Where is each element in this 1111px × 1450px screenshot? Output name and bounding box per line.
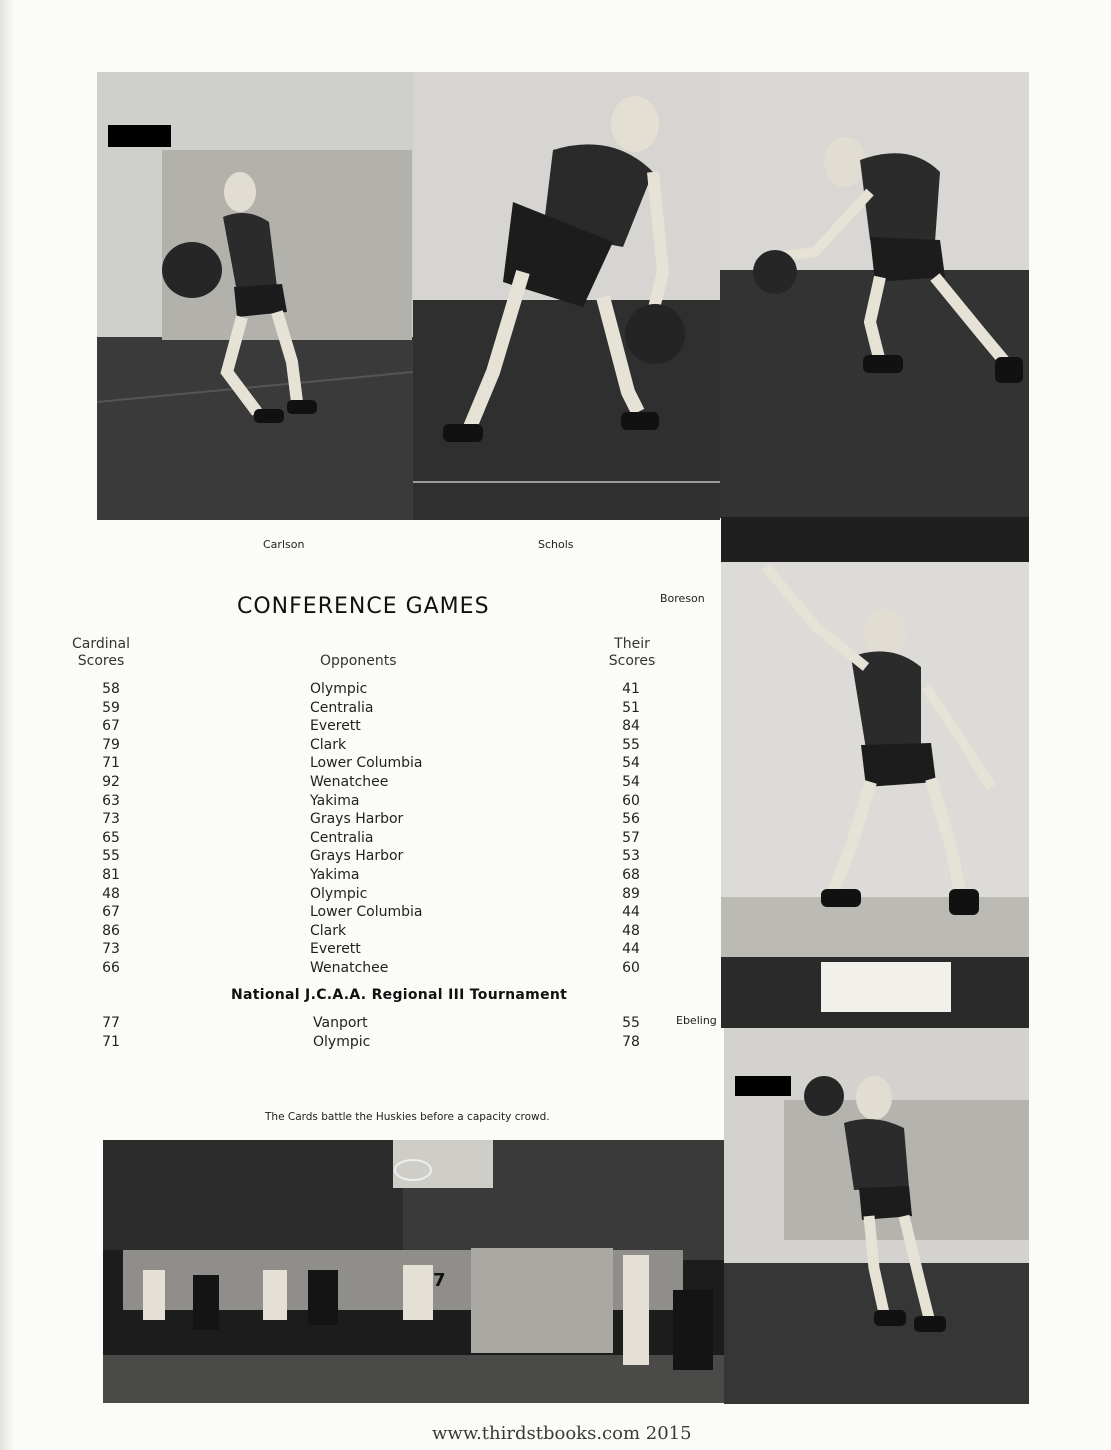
opponent-name-cell: Wenatchee [310, 773, 389, 790]
header-opponents: Opponents [320, 653, 397, 669]
photo-dribbler [720, 72, 1029, 518]
opponent-name-cell: Everett [310, 718, 361, 735]
watermark: www.thirdstbooks.com 2015 [432, 1423, 692, 1444]
their-score-cell: 84 [622, 718, 640, 735]
opponent-name-cell: Lower Columbia [310, 755, 423, 772]
cardinal-score-cell: 58 [102, 681, 120, 697]
tournament-their-score-cell: 78 [622, 1033, 640, 1050]
caption-schols: Schols [538, 538, 574, 551]
ebeling-figure-illustration [724, 1028, 1029, 1404]
cardinal-score-cell: 55 [102, 848, 120, 865]
their-score-cell: 57 [622, 829, 640, 846]
opponent-name-cell: Clark [310, 736, 347, 753]
conference-games-title: CONFERENCE GAMES [237, 594, 490, 619]
cardinal-score-cell: 79 [102, 736, 120, 753]
their-score-cell: 48 [622, 922, 640, 939]
cardinal-score-cell: 71 [102, 755, 120, 772]
opponent-name-cell: Grays Harbor [310, 811, 404, 828]
their-scores-column [606, 680, 656, 978]
game-crowd-illustration [103, 1140, 724, 1403]
header-cardinal-scores [68, 636, 134, 670]
header-cardinal: Cardinal [72, 636, 130, 652]
cardinal-score-cell: 73 [102, 811, 120, 828]
cardinal-score-cell: 67 [102, 904, 120, 921]
tournament-cardinal-scores-column [86, 1014, 136, 1051]
tournament-opponents-column [313, 1014, 513, 1051]
cardinal-scores-column [86, 680, 136, 978]
cardinal-score-cell: 81 [102, 866, 120, 883]
opponent-name-cell: Clark [310, 922, 347, 939]
their-score-cell: 60 [622, 792, 640, 809]
header-their-scores [603, 636, 661, 670]
cardinal-score-cell: 92 [102, 773, 120, 790]
their-score-cell: 54 [622, 755, 640, 772]
tournament-opponent-name-cell: Olympic [313, 1033, 371, 1050]
cardinal-score-cell: 86 [102, 922, 120, 939]
tournament-title: National J.C.A.A. Regional III Tournament [231, 987, 568, 1003]
opponent-name-cell: Lower Columbia [310, 904, 423, 921]
photo-schols [413, 72, 720, 520]
header-their: Their [614, 636, 650, 652]
their-score-cell: 44 [622, 941, 640, 958]
photo-boreson [721, 517, 1029, 1028]
cardinal-score-cell: 65 [102, 829, 120, 846]
tournament-cardinal-score-cell: 71 [102, 1033, 120, 1050]
tournament-their-scores-column [606, 1014, 656, 1051]
photo-carlson [97, 72, 413, 520]
caption-carlson: Carlson [263, 538, 305, 551]
their-score-cell: 56 [622, 811, 640, 828]
photo-game-crowd [103, 1140, 724, 1403]
opponent-name-cell: Grays Harbor [310, 848, 404, 865]
opponent-name-cell: Yakima [310, 866, 360, 883]
opponent-name-cell: Olympic [310, 681, 368, 697]
cardinal-score-cell: 59 [102, 699, 120, 716]
photo-ebeling [724, 1028, 1029, 1404]
cardinal-score-cell: 67 [102, 718, 120, 735]
their-score-cell: 41 [622, 681, 640, 697]
caption-boreson: Boreson [660, 592, 705, 605]
their-score-cell: 44 [622, 904, 640, 921]
opponents-column [310, 680, 510, 978]
tournament-their-score-cell: 55 [622, 1015, 640, 1031]
their-score-cell: 68 [622, 866, 640, 883]
their-score-cell: 60 [622, 959, 640, 976]
their-score-cell: 89 [622, 885, 640, 902]
boreson-figure-illustration [721, 517, 1029, 1028]
header-scores: Scores [77, 653, 125, 669]
caption-ebeling: Ebeling [676, 1014, 717, 1027]
opponent-name-cell: Olympic [310, 885, 368, 902]
cardinal-score-cell: 48 [102, 885, 120, 902]
opponent-name-cell: Centralia [310, 699, 374, 716]
their-score-cell: 55 [622, 736, 640, 753]
opponent-name-cell: Everett [310, 941, 361, 958]
tournament-opponent-name-cell: Vanport [313, 1015, 368, 1031]
their-score-cell: 51 [622, 699, 640, 716]
page-binding-shadow [0, 0, 14, 1450]
dribbler-figure-illustration [720, 72, 1029, 518]
opponent-name-cell: Yakima [310, 792, 360, 809]
tournament-cardinal-score-cell: 77 [102, 1015, 120, 1031]
cardinal-score-cell: 73 [102, 941, 120, 958]
caption-crowd: The Cards battle the Huskies before a capacity crowd. [265, 1111, 550, 1123]
header-their-scores-label: Scores [608, 653, 656, 669]
their-score-cell: 54 [622, 773, 640, 790]
opponent-name-cell: Centralia [310, 829, 374, 846]
opponent-name-cell: Wenatchee [310, 959, 389, 976]
their-score-cell: 53 [622, 848, 640, 865]
player-jersey-number: 7 [433, 1270, 446, 1291]
cardinal-score-cell: 66 [102, 959, 120, 976]
carlson-figure-illustration [97, 72, 413, 520]
cardinal-score-cell: 63 [102, 792, 120, 809]
schols-figure-illustration [413, 72, 720, 520]
